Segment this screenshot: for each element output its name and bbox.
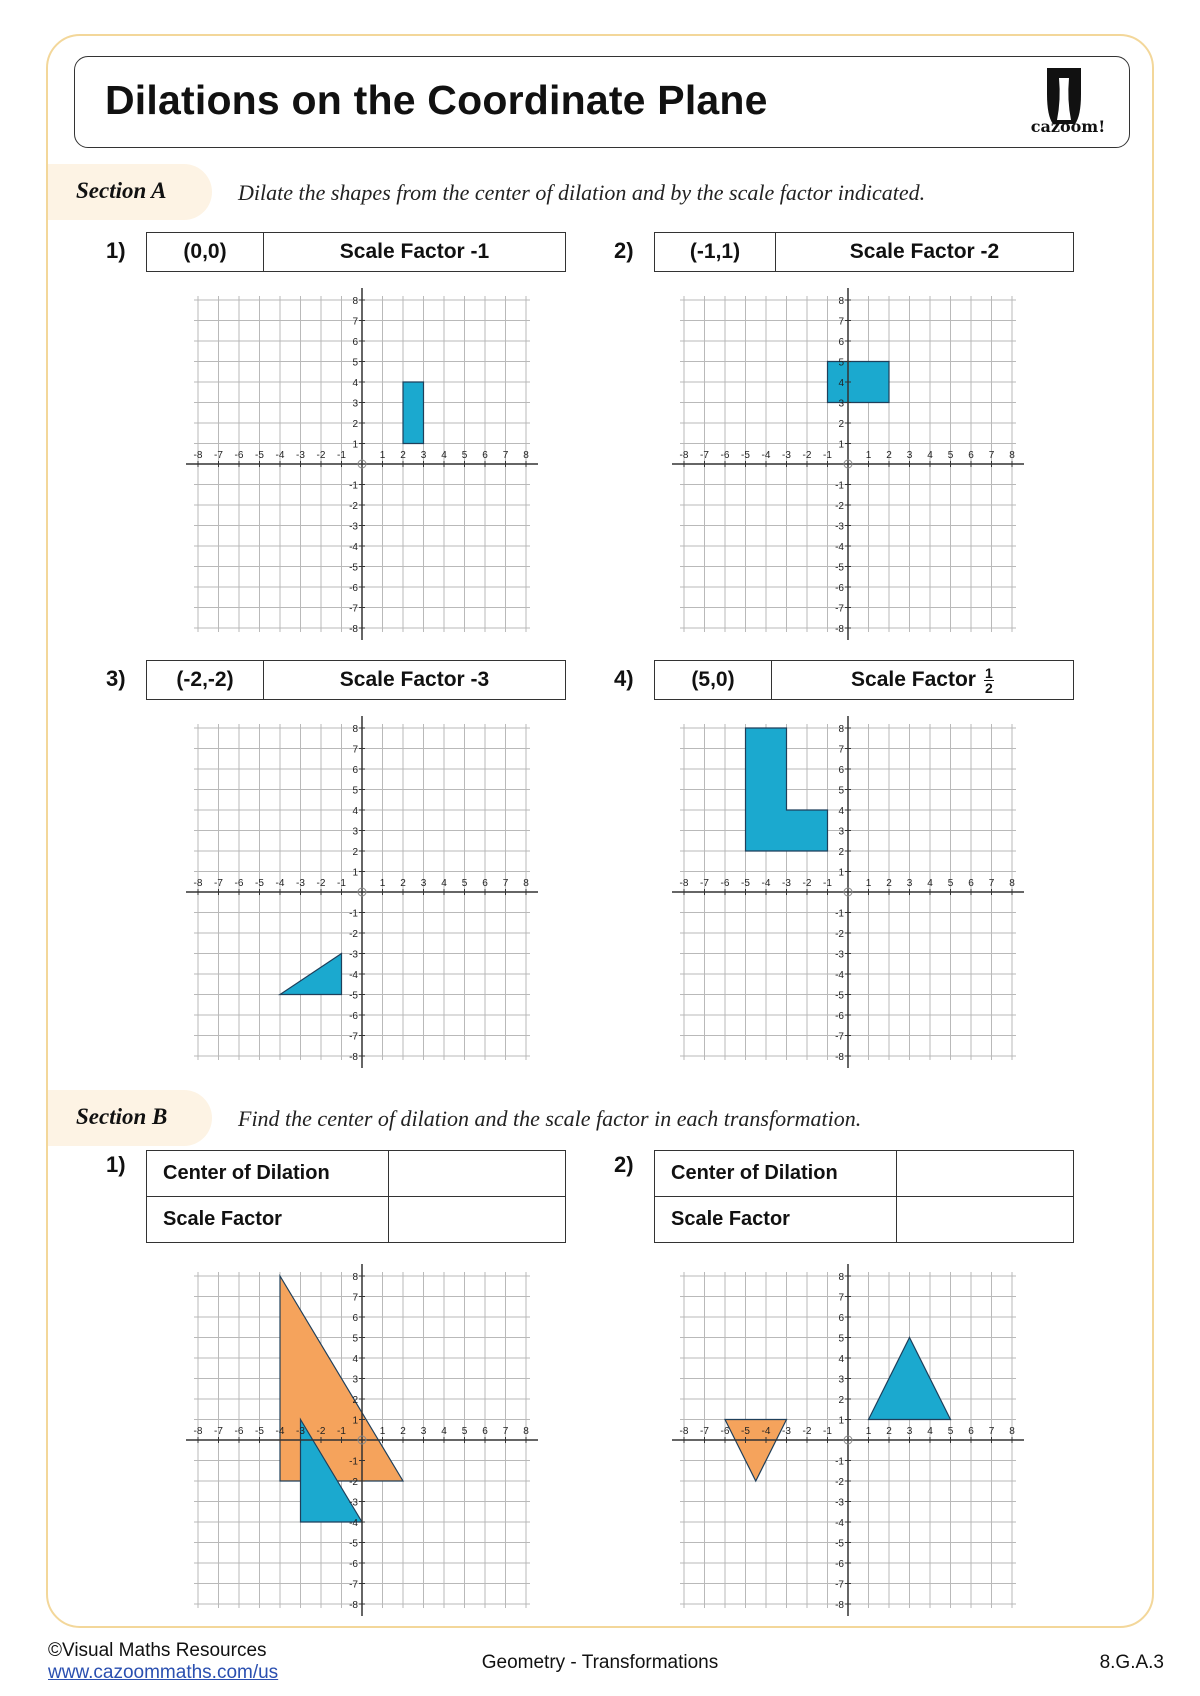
coordinate-grid-a2[interactable] <box>672 288 1024 640</box>
y-tick-label: 8 <box>352 296 358 307</box>
page-title: Dilations on the Coordinate Plane <box>105 77 768 123</box>
y-tick-label: 6 <box>352 337 358 348</box>
x-tick-label: 8 <box>523 878 529 889</box>
y-tick-label: -7 <box>349 1031 358 1043</box>
x-tick-label: -5 <box>741 1426 750 1437</box>
y-tick-label: 5 <box>352 1333 358 1345</box>
y-tick-label: -7 <box>835 1579 844 1591</box>
center-of-dilation-answer[interactable] <box>389 1151 565 1196</box>
x-tick-label: -1 <box>823 450 832 461</box>
x-tick-label: -7 <box>214 450 223 461</box>
y-tick-label: 1 <box>352 867 358 879</box>
question-a3-header <box>146 660 566 700</box>
scale-factor-label: Scale Factor <box>147 1197 389 1242</box>
y-tick-label: 4 <box>838 1354 844 1365</box>
y-tick-label: -6 <box>349 1011 358 1022</box>
y-tick-label: -5 <box>349 990 358 1002</box>
x-tick-label: 8 <box>523 1426 529 1437</box>
x-tick-label: -1 <box>823 1426 832 1437</box>
y-tick-label: 2 <box>838 419 844 430</box>
y-tick-label: -2 <box>835 1477 844 1488</box>
x-tick-label: 5 <box>461 1426 468 1437</box>
x-tick-label: -8 <box>679 878 689 889</box>
y-tick-label: -8 <box>349 624 358 635</box>
center-row <box>655 1151 1073 1196</box>
y-tick-label: 8 <box>838 296 844 307</box>
y-tick-label: -4 <box>835 1518 844 1529</box>
scale-factor <box>772 661 1073 699</box>
footer-standard: 8.G.A.3 <box>1099 1652 1164 1673</box>
scale-factor-answer[interactable] <box>897 1197 1073 1242</box>
y-tick-label: 5 <box>838 1333 844 1345</box>
y-tick-label: 4 <box>352 378 358 389</box>
y-tick-label: 6 <box>838 337 844 348</box>
x-tick-label: -8 <box>193 1426 203 1437</box>
center-of-dilation-answer[interactable] <box>897 1151 1073 1196</box>
y-tick-label: 3 <box>838 398 844 410</box>
x-tick-label: 4 <box>927 878 933 889</box>
y-tick-label: -7 <box>835 603 844 615</box>
coordinate-grid-a1[interactable] <box>186 288 538 640</box>
y-tick-label: -3 <box>835 949 844 961</box>
x-tick-label: 3 <box>906 878 913 889</box>
question-a3-number: 3) <box>106 666 126 691</box>
question-a4-number: 4) <box>614 666 634 691</box>
y-tick-label: -2 <box>349 1477 358 1488</box>
fraction-denominator: 2 <box>985 679 993 696</box>
x-tick-label: 8 <box>1009 450 1015 461</box>
x-tick-label: 4 <box>441 878 447 889</box>
x-tick-label: 3 <box>906 450 913 461</box>
y-tick-label: -2 <box>349 501 358 512</box>
y-tick-label: 8 <box>352 724 358 735</box>
y-tick-label: 6 <box>352 765 358 776</box>
x-tick-label: 7 <box>502 1426 509 1437</box>
x-tick-label: 5 <box>947 450 954 461</box>
x-tick-label: -2 <box>802 1426 812 1437</box>
x-tick-label: 7 <box>502 450 509 461</box>
shapes <box>403 382 424 444</box>
y-tick-label: 4 <box>352 806 358 817</box>
x-tick-label: -7 <box>214 878 223 889</box>
y-tick-label: 3 <box>352 1374 358 1386</box>
x-tick-label: 8 <box>1009 1426 1015 1437</box>
y-tick-label: -5 <box>349 1538 358 1550</box>
x-tick-label: -4 <box>275 450 285 461</box>
scale-factor-answer[interactable] <box>389 1197 565 1242</box>
section-b-label: Section B <box>76 1104 168 1129</box>
section-b-tab <box>48 1090 212 1146</box>
x-tick-label: -1 <box>337 450 346 461</box>
y-tick-label: -2 <box>349 929 358 940</box>
x-tick-label: -8 <box>193 450 203 461</box>
x-tick-label: -5 <box>741 450 750 461</box>
x-tick-label: -3 <box>782 1426 791 1437</box>
x-tick-label: -7 <box>700 450 709 461</box>
y-tick-label: -4 <box>349 970 358 981</box>
y-tick-label: 6 <box>838 765 844 776</box>
y-tick-label: 4 <box>352 1354 358 1365</box>
y-tick-label: 4 <box>838 378 844 389</box>
shapes <box>828 362 890 403</box>
y-tick-label: 3 <box>352 826 358 838</box>
y-tick-label: 3 <box>838 826 844 838</box>
y-tick-label: 1 <box>838 1415 844 1427</box>
x-tick-label: 2 <box>886 450 892 461</box>
x-tick-label: 5 <box>947 878 954 889</box>
y-tick-label: 7 <box>838 316 844 328</box>
y-tick-label: -4 <box>835 542 844 553</box>
question-a4-header <box>654 660 1074 700</box>
copyright-text: ©Visual Maths Resources <box>48 1640 267 1661</box>
y-tick-label: 7 <box>352 1292 358 1304</box>
scale-row <box>655 1196 1073 1242</box>
x-tick-label: -5 <box>255 878 264 889</box>
y-tick-label: -4 <box>835 970 844 981</box>
x-tick-label: -2 <box>316 878 326 889</box>
y-tick-label: -1 <box>349 480 358 492</box>
y-tick-label: -8 <box>349 1600 358 1611</box>
x-tick-label: -3 <box>296 878 305 889</box>
y-tick-label: -6 <box>835 1559 844 1570</box>
x-tick-label: -7 <box>214 1426 223 1437</box>
y-tick-label: 1 <box>838 867 844 879</box>
x-tick-label: -6 <box>234 1426 244 1437</box>
x-tick-label: 4 <box>927 1426 933 1437</box>
x-tick-label: 4 <box>927 450 933 461</box>
x-tick-label: 2 <box>400 878 406 889</box>
x-tick-label: -8 <box>679 450 689 461</box>
x-tick-label: 2 <box>886 878 892 889</box>
original-shape-blue <box>828 362 890 403</box>
x-tick-label: -8 <box>679 1426 689 1437</box>
y-tick-label: -3 <box>835 1497 844 1509</box>
y-tick-label: -2 <box>835 501 844 512</box>
x-tick-label: 8 <box>1009 878 1015 889</box>
question-b2-number: 2) <box>614 1152 634 1177</box>
y-tick-label: 5 <box>838 785 844 797</box>
y-tick-label: -3 <box>349 949 358 961</box>
y-tick-label: -5 <box>835 990 844 1002</box>
center-of-dilation-label: Center of Dilation <box>655 1151 897 1196</box>
coordinate-grid-a4[interactable] <box>672 716 1024 1068</box>
y-tick-label: -6 <box>349 583 358 594</box>
footer-topic: Geometry - Transformations <box>481 1652 719 1673</box>
x-tick-label: 6 <box>968 1426 974 1437</box>
x-tick-label: -4 <box>275 878 285 889</box>
y-tick-label: -7 <box>349 603 358 615</box>
y-tick-label: -1 <box>349 1456 358 1468</box>
x-tick-label: 8 <box>523 450 529 461</box>
x-tick-label: 5 <box>461 878 468 889</box>
question-a2-number: 2) <box>614 238 634 263</box>
y-tick-label: -8 <box>835 624 844 635</box>
y-tick-label: 2 <box>838 1395 844 1406</box>
y-tick-label: 7 <box>352 744 358 756</box>
x-tick-label: -2 <box>316 1426 326 1437</box>
section-a-label: Section A <box>76 178 167 203</box>
title-box <box>74 56 1130 148</box>
scale-factor-label: Scale Factor <box>655 1197 897 1242</box>
coordinate-grid-b1[interactable] <box>186 1264 538 1616</box>
x-tick-label: 3 <box>420 878 427 889</box>
x-tick-label: -2 <box>802 878 812 889</box>
x-tick-label: -4 <box>761 878 771 889</box>
y-tick-label: 8 <box>838 724 844 735</box>
y-tick-label: 1 <box>838 439 844 451</box>
question-b1-number: 1) <box>106 1152 126 1177</box>
y-tick-label: -6 <box>349 1559 358 1570</box>
x-tick-label: 2 <box>400 1426 406 1437</box>
y-tick-label: -4 <box>349 1518 358 1529</box>
center-of-dilation: (5,0) <box>655 661 772 699</box>
x-tick-label: 7 <box>988 450 995 461</box>
y-tick-label: 2 <box>352 1395 358 1406</box>
center-of-dilation: (-2,-2) <box>147 661 264 699</box>
y-tick-label: -6 <box>835 583 844 594</box>
x-tick-label: -5 <box>255 450 264 461</box>
x-tick-label: 7 <box>502 878 509 889</box>
y-tick-label: 2 <box>352 847 358 858</box>
y-tick-label: -5 <box>835 562 844 574</box>
y-tick-label: 6 <box>838 1313 844 1324</box>
center-of-dilation: (0,0) <box>147 233 264 271</box>
y-tick-label: -8 <box>835 1052 844 1063</box>
question-b2-answer-table <box>654 1150 1074 1243</box>
y-tick-label: 7 <box>352 316 358 328</box>
y-tick-label: 3 <box>838 1374 844 1386</box>
image-shape-orange <box>725 1420 787 1482</box>
question-b1-answer-table <box>146 1150 566 1243</box>
y-tick-label: -1 <box>835 908 844 920</box>
x-tick-label: 5 <box>947 1426 954 1437</box>
x-tick-label: -1 <box>337 1426 346 1437</box>
x-tick-label: 3 <box>906 1426 913 1437</box>
y-tick-label: -3 <box>349 521 358 533</box>
y-tick-label: -2 <box>835 929 844 940</box>
section-b-instruction: Find the center of dilation and the scale factor in each transformation. <box>238 1106 862 1131</box>
x-tick-label: -6 <box>720 450 730 461</box>
y-tick-label: -1 <box>349 908 358 920</box>
x-tick-label: 1 <box>379 450 386 461</box>
section-a-tab <box>48 164 212 220</box>
x-tick-label: -1 <box>823 878 832 889</box>
x-tick-label: -6 <box>234 450 244 461</box>
scale-factor: Scale Factor -2 <box>849 240 1000 263</box>
x-tick-label: 7 <box>988 1426 995 1437</box>
x-tick-label: -4 <box>275 1426 285 1437</box>
section-a-instruction: Dilate the shapes from the center of dilation and by the scale factor indicated. <box>238 180 926 205</box>
original-shape-blue <box>403 382 424 444</box>
x-tick-label: -4 <box>761 450 771 461</box>
x-tick-label: 1 <box>865 450 872 461</box>
center-row <box>147 1151 565 1196</box>
x-tick-label: 2 <box>400 450 406 461</box>
center-of-dilation: (-1,1) <box>655 233 776 271</box>
y-tick-label: -1 <box>835 480 844 492</box>
x-tick-label: -6 <box>720 1426 730 1437</box>
y-tick-label: 4 <box>838 806 844 817</box>
y-tick-label: -7 <box>835 1031 844 1043</box>
x-tick-label: 5 <box>461 450 468 461</box>
scale-row <box>147 1196 565 1242</box>
y-tick-label: -3 <box>349 1497 358 1509</box>
x-tick-label: -7 <box>700 878 709 889</box>
x-tick-label: 1 <box>379 1426 386 1437</box>
x-tick-label: -7 <box>700 1426 709 1437</box>
coordinate-grid-a3[interactable] <box>186 716 538 1068</box>
x-tick-label: -5 <box>255 1426 264 1437</box>
scale-factor: Scale Factor -3 <box>339 668 490 691</box>
y-tick-label: 7 <box>838 1292 844 1304</box>
y-tick-label: 3 <box>352 398 358 410</box>
y-tick-label: 2 <box>352 419 358 430</box>
x-tick-label: -6 <box>234 878 244 889</box>
x-tick-label: -3 <box>782 878 791 889</box>
y-tick-label: -3 <box>835 521 844 533</box>
x-tick-label: -3 <box>782 450 791 461</box>
y-tick-label: 5 <box>838 357 844 369</box>
y-tick-label: 8 <box>352 1272 358 1283</box>
x-tick-label: 1 <box>379 878 386 889</box>
x-tick-label: -1 <box>337 878 346 889</box>
y-tick-label: -8 <box>835 1600 844 1611</box>
y-tick-label: -1 <box>835 1456 844 1468</box>
x-tick-label: 1 <box>865 878 872 889</box>
x-tick-label: -2 <box>802 450 812 461</box>
scale-factor-label: Scale Factor <box>851 668 976 691</box>
y-tick-label: -6 <box>835 1011 844 1022</box>
x-tick-label: -3 <box>296 1426 305 1437</box>
x-tick-label: -5 <box>741 878 750 889</box>
y-tick-label: 5 <box>352 785 358 797</box>
y-tick-label: -5 <box>835 1538 844 1550</box>
center-of-dilation-label: Center of Dilation <box>147 1151 389 1196</box>
y-tick-label: 6 <box>352 1313 358 1324</box>
y-tick-label: 1 <box>352 1415 358 1427</box>
x-tick-label: 6 <box>968 878 974 889</box>
question-a2-header <box>654 232 1074 272</box>
x-tick-label: 6 <box>968 450 974 461</box>
x-tick-label: 4 <box>441 450 447 461</box>
fraction-numerator: 1 <box>985 664 993 681</box>
y-tick-label: 1 <box>352 439 358 451</box>
y-tick-label: 7 <box>838 744 844 756</box>
x-tick-label: 3 <box>420 1426 427 1437</box>
x-tick-label: 4 <box>441 1426 447 1437</box>
coordinate-grid-b2[interactable] <box>672 1264 1024 1616</box>
y-tick-label: 8 <box>838 1272 844 1283</box>
y-tick-label: 5 <box>352 357 358 369</box>
y-tick-label: -7 <box>349 1579 358 1591</box>
x-tick-label: 6 <box>482 1426 488 1437</box>
question-a1-number: 1) <box>106 238 126 263</box>
y-tick-label: -5 <box>349 562 358 574</box>
x-tick-label: -2 <box>316 450 326 461</box>
question-a1-header <box>146 232 566 272</box>
x-tick-label: 2 <box>886 1426 892 1437</box>
x-tick-label: -8 <box>193 878 203 889</box>
x-tick-label: -6 <box>720 878 730 889</box>
website-link[interactable]: www.cazoommaths.com/us <box>48 1662 279 1683</box>
x-tick-label: 7 <box>988 878 995 889</box>
scale-factor: Scale Factor -1 <box>339 240 490 263</box>
y-tick-label: -4 <box>349 542 358 553</box>
x-tick-label: -3 <box>296 450 305 461</box>
scale-factor-fraction <box>984 666 994 695</box>
x-tick-label: -4 <box>761 1426 771 1437</box>
y-tick-label: 2 <box>838 847 844 858</box>
logo-text: cazoom! <box>1030 117 1106 136</box>
x-tick-label: 6 <box>482 450 488 461</box>
x-tick-label: 3 <box>420 450 427 461</box>
y-tick-label: -8 <box>349 1052 358 1063</box>
x-tick-label: 1 <box>865 1426 872 1437</box>
x-tick-label: 6 <box>482 878 488 889</box>
